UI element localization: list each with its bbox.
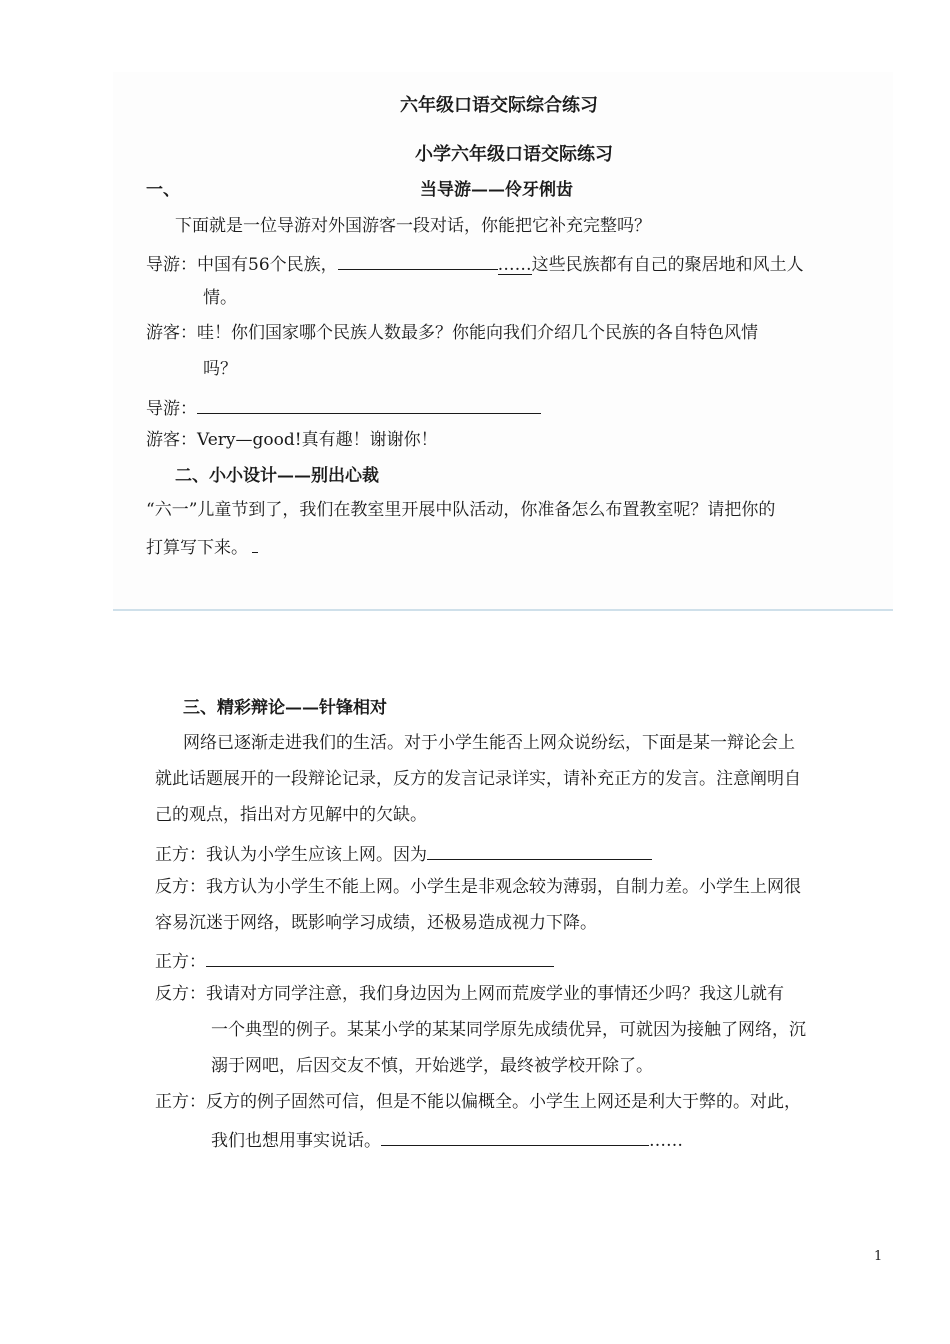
section1-intro: 下面就是一位导游对外国游客一段对话，你能把它补充完整吗？ bbox=[175, 216, 651, 236]
speaker-label: 正方： bbox=[155, 952, 206, 972]
answer-blank[interactable] bbox=[197, 397, 541, 414]
debate-line-con-1-wrap: 容易沉迷于网络，既影响学习成绩，还极易造成视力下降。 bbox=[155, 913, 597, 933]
dialogue-line-tourist-1 bbox=[146, 325, 758, 342]
section3-intro-line2: 就此话题展开的一段辩论记录，反方的发言记录详实，请补充正方的发言。注意阐明自 bbox=[155, 769, 801, 789]
debate-text: 反方的例子固然可信，但是不能以偏概全。小学生上网还是利大于弊的。对此， bbox=[206, 1092, 801, 1112]
section3-heading: 三、精彩辩论——针锋相对 bbox=[183, 698, 387, 718]
dialogue-line-guide-2 bbox=[146, 397, 541, 418]
debate-line-con-1 bbox=[155, 879, 801, 896]
answer-blank[interactable] bbox=[338, 253, 498, 270]
debate-line-pro-2 bbox=[155, 950, 554, 971]
section3-intro-line1: 网络已逐渐走进我们的生活。对于小学生能否上网众说纷纭，下面是某一辩论会上 bbox=[183, 733, 795, 753]
debate-text: 我们也想用事实说话。 bbox=[211, 1131, 381, 1151]
dialogue-line-tourist-2 bbox=[146, 432, 438, 449]
debate-line-con-2-wrap1: 一个典型的例子。某某小学的某某同学原先成绩优异，可就因为接触了网络，沉 bbox=[211, 1020, 806, 1040]
answer-ellipsis: …… bbox=[649, 1131, 683, 1151]
speaker-label: 导游： bbox=[146, 399, 197, 419]
dialogue-line-guide-1-wrap: 情。 bbox=[203, 288, 237, 308]
debate-text: 我请对方同学注意，我们身边因为上网而荒废学业的事情还少吗？我这儿就有 bbox=[206, 984, 784, 1004]
section2-text: 打算写下来。 bbox=[146, 538, 248, 558]
answer-blank[interactable] bbox=[381, 1129, 649, 1146]
speaker-label: 反方： bbox=[155, 984, 206, 1004]
section2-text-line1: “六一”儿童节到了，我们在教室里开展中队活动，你准备怎么布置教室呢？请把你的 bbox=[146, 500, 776, 520]
answer-ellipsis: …… bbox=[497, 255, 532, 275]
dialogue-line-guide-1 bbox=[146, 253, 804, 275]
speaker-label: 反方： bbox=[155, 877, 206, 897]
speaker-label: 导游： bbox=[146, 255, 197, 275]
dialogue-text-continued: 这些民族都有自己的聚居地和风土人 bbox=[531, 255, 804, 275]
document-subtitle: 小学六年级口语交际练习 bbox=[415, 144, 613, 165]
dialogue-text: 中国有56个民族， bbox=[197, 255, 338, 275]
debate-text: 我方认为小学生不能上网。小学生是非观念较为薄弱，自制力差。小学生上网很 bbox=[206, 877, 801, 897]
dialogue-line-tourist-1-wrap: 吗？ bbox=[203, 359, 237, 379]
document-title: 六年级口语交际综合练习 bbox=[400, 95, 598, 116]
debate-line-con-2 bbox=[155, 986, 784, 1003]
debate-text: 我认为小学生应该上网。因为 bbox=[206, 845, 427, 865]
speaker-label: 正方： bbox=[155, 1092, 206, 1112]
answer-blank[interactable] bbox=[427, 843, 652, 860]
debate-line-pro-3 bbox=[155, 1094, 801, 1111]
dialogue-text: Very—good!真有趣！谢谢你！ bbox=[197, 430, 438, 450]
speaker-label: 正方： bbox=[155, 845, 206, 865]
speaker-label: 游客： bbox=[146, 323, 197, 343]
debate-line-con-2-wrap2: 溺于网吧，后因交友不慎，开始逃学，最终被学校开除了。 bbox=[211, 1056, 653, 1076]
section3-intro-line3: 己的观点，指出对方见解中的欠缺。 bbox=[155, 805, 427, 825]
debate-line-pro-3-wrap bbox=[211, 1129, 683, 1150]
section-divider bbox=[113, 609, 893, 611]
page-number: 1 bbox=[874, 1249, 883, 1264]
answer-blank[interactable] bbox=[206, 950, 554, 967]
speaker-label: 游客： bbox=[146, 430, 197, 450]
section1-number: 一、 bbox=[146, 180, 180, 200]
answer-blank[interactable] bbox=[252, 538, 258, 553]
dialogue-text: 哇！你们国家哪个民族人数最多？你能向我们介绍几个民族的各自特色风情 bbox=[197, 323, 758, 343]
section1-heading: 当导游——伶牙俐齿 bbox=[420, 180, 573, 200]
section2-text-line2 bbox=[146, 538, 258, 557]
section2-heading: 二、小小设计——别出心裁 bbox=[175, 466, 379, 486]
debate-line-pro-1 bbox=[155, 843, 652, 864]
